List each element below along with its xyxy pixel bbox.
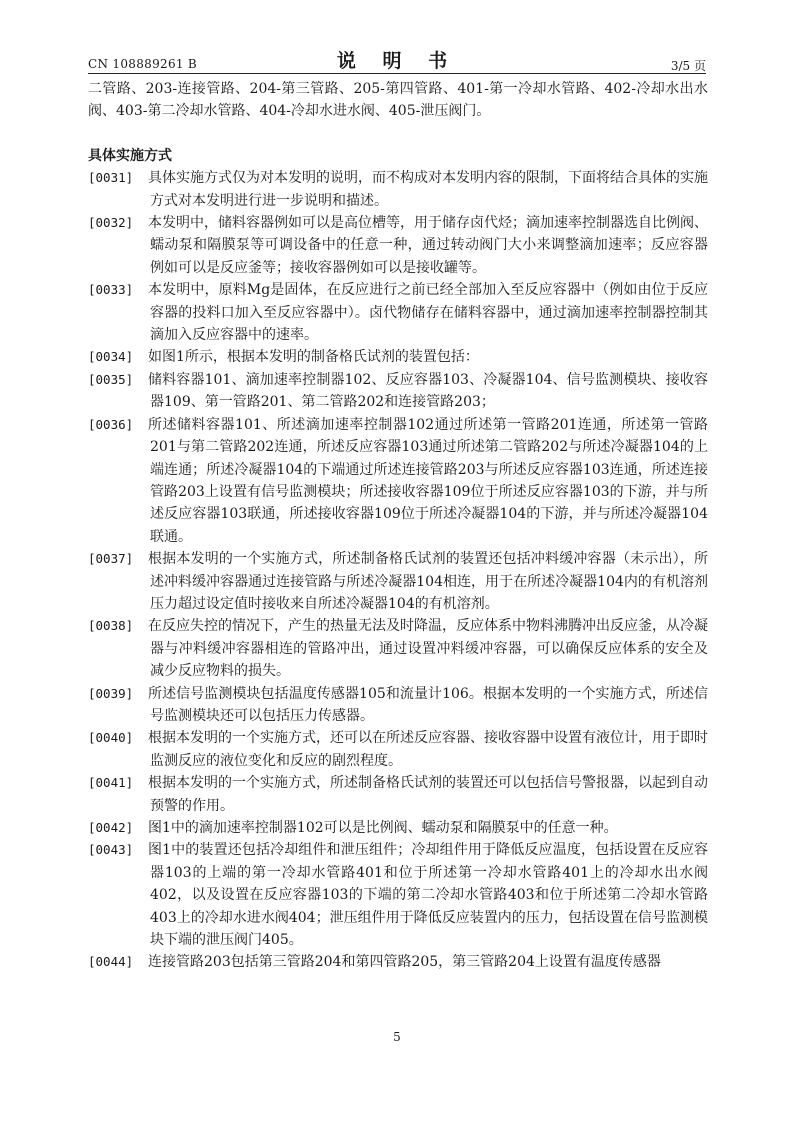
paragraph-text: 储料容器101、滴加速率控制器102、反应容器103、冷凝器104、信号监测模块、接收容器109、第一管路201、第二管路202和连接管路203； [148, 371, 708, 411]
paragraph-0037 [88, 548, 708, 615]
paragraph-text: 连接管路203包括第三管路204和第四管路205，第三管路204上设置有温度传感器 [148, 954, 661, 971]
paragraph-text: 图1中的滴加速率控制器102可以是比例阀、蠕动泵和隔膜泵中的任意一种。 [148, 820, 618, 836]
header-divider [88, 73, 706, 74]
document-title: 说 明 书 [336, 50, 458, 72]
paragraph-0043 [88, 839, 708, 951]
page-indicator: 3/5 页 [670, 59, 706, 73]
paragraph-number: [0039] [88, 685, 134, 701]
paragraph-number: [0044] [88, 954, 134, 970]
paragraph-number: [0038] [88, 618, 134, 634]
paragraph-text: 图1中的装置还包括冷却组件和泄压组件；冷却组件用于降低反应温度，包括设置在反应容器103的上端的第一冷却水管路401和位于所述第一冷却水管路401上的冷却水出水阀402，以及设置在反应容器103的下端的第二冷却水管路403和位于所述第二冷却水管路403上的冷却水进水阀404；泄压组件用于降低反应装置内的压力，包括设置在信号监测模块下端的泄压阀门405。 [148, 842, 708, 949]
paragraph-text: 根据本发明的一个实施方式，所述制备格氏试剂的装置还可以包括信号警报器，以起到自动预警的作用。 [148, 775, 708, 814]
paragraph-0039 [88, 683, 708, 728]
patent-number: CN 108889261 B [88, 57, 198, 71]
paragraph-number: [0036] [88, 416, 134, 432]
paragraph-number: [0031] [88, 170, 134, 186]
paragraph-number: [0035] [88, 371, 134, 387]
paragraph-number: [0042] [88, 820, 134, 835]
paragraph-text: 所述信号监测模块包括温度传感器105和流量计106。根据本发明的一个实施方式，所述信号监测模块还可以包括压力传感器。 [148, 685, 708, 724]
paragraph-number: [0033] [88, 282, 134, 298]
continuation-text: 二管路、203-连接管路、204-第三管路、205-第四管路、401-第一冷却水管路、402-冷却水出水阀、403-第二冷却水管路、404-冷却水进水阀、405-泄压阀门。 [88, 81, 708, 120]
paragraph-0040 [88, 727, 708, 772]
page-header [88, 44, 706, 74]
paragraph-0042 [88, 817, 708, 839]
paragraph-text: 在反应失控的情况下，产生的热量无法及时降温，反应体系中物料沸腾冲出反应釜，从冷凝器与冲料缓冲容器相连的管路冲出，通过设置冲料缓冲容器，可以确保反应体系的安全及减少反应物料的损失。 [148, 618, 708, 680]
paragraph-text: 具体实施方式仅为对本发明的说明，而不构成对本发明内容的限制，下面将结合具体的实施方式对本发明进行进一步说明和描述。 [148, 170, 708, 209]
section-heading: 具体实施方式 [88, 147, 172, 164]
paragraph-number: [0043] [88, 842, 134, 858]
page-number: 5 [393, 1030, 401, 1044]
paragraph-text: 根据本发明的一个实施方式，还可以在所述反应容器、接收容器中设置有液位计，用于即时监测反应的液位变化和反应的剧烈程度。 [148, 730, 708, 769]
paragraph-number: [0041] [88, 775, 134, 791]
paragraph-0032 [88, 212, 708, 279]
paragraph-number: [0034] [88, 349, 134, 365]
document-body [88, 78, 708, 974]
paragraph-text: 本发明中，储料容器例如可以是高位槽等，用于储存卤代烃；滴加速率控制器选自比例阀、蠕动泵和隔膜泵等可调设备中的任意一种，通过转动阀门大小来调整滴加速率；反应容器例如可以是反应釜等；接收容器例如可以是接收罐等。 [148, 215, 708, 276]
paragraph-0044 [88, 951, 708, 973]
paragraph-0034 [88, 346, 708, 368]
paragraph-text: 所述储料容器101、所述滴加速率控制器102通过所述第一管路201连通，所述第一管路201与第二管路202连通，所述反应容器103通过所述第二管路202与所述冷凝器104的上端连通；所述冷凝器104的下端通过所述连接管路203与所述反应容器103连通，所述连接管路203上设置有信号监测模块；所述接收容器109位于所述反应容器103的下游，并与所述反应容器103联通，所述接收容器109位于所述冷凝器104的下游，并与所述冷凝器104联通。 [148, 416, 708, 545]
paragraph-0033 [88, 279, 708, 346]
paragraph-text: 如图1所示，根据本发明的制备格氏试剂的装置包括： [148, 349, 479, 366]
paragraph-text: 本发明中，原料Mg是固体，在反应进行之前已经全部加入至反应容器中（例如由位于反应容器的投料口加入至反应容器中）。卤代物储存在储料容器中，通过滴加速率控制器控制其滴加入反应容器中的速率。 [148, 282, 708, 344]
paragraph-number: [0037] [88, 551, 134, 567]
paragraph-number: [0032] [88, 215, 134, 231]
paragraph-0038 [88, 615, 708, 682]
paragraph-0041 [88, 772, 708, 817]
paragraph-number: [0040] [88, 730, 134, 746]
paragraph-text: 根据本发明的一个实施方式，所述制备格氏试剂的装置还包括冲料缓冲容器（未示出），所述冲料缓冲容器通过连接管路与所述冷凝器104相连，用于在所述冷凝器104内的有机溶剂压力超过设定值时接收来自所述冷凝器104的有机溶剂。 [148, 551, 708, 612]
paragraph-0035 [88, 369, 708, 414]
paragraph-0031 [88, 167, 708, 212]
paragraph-0036 [88, 414, 708, 548]
